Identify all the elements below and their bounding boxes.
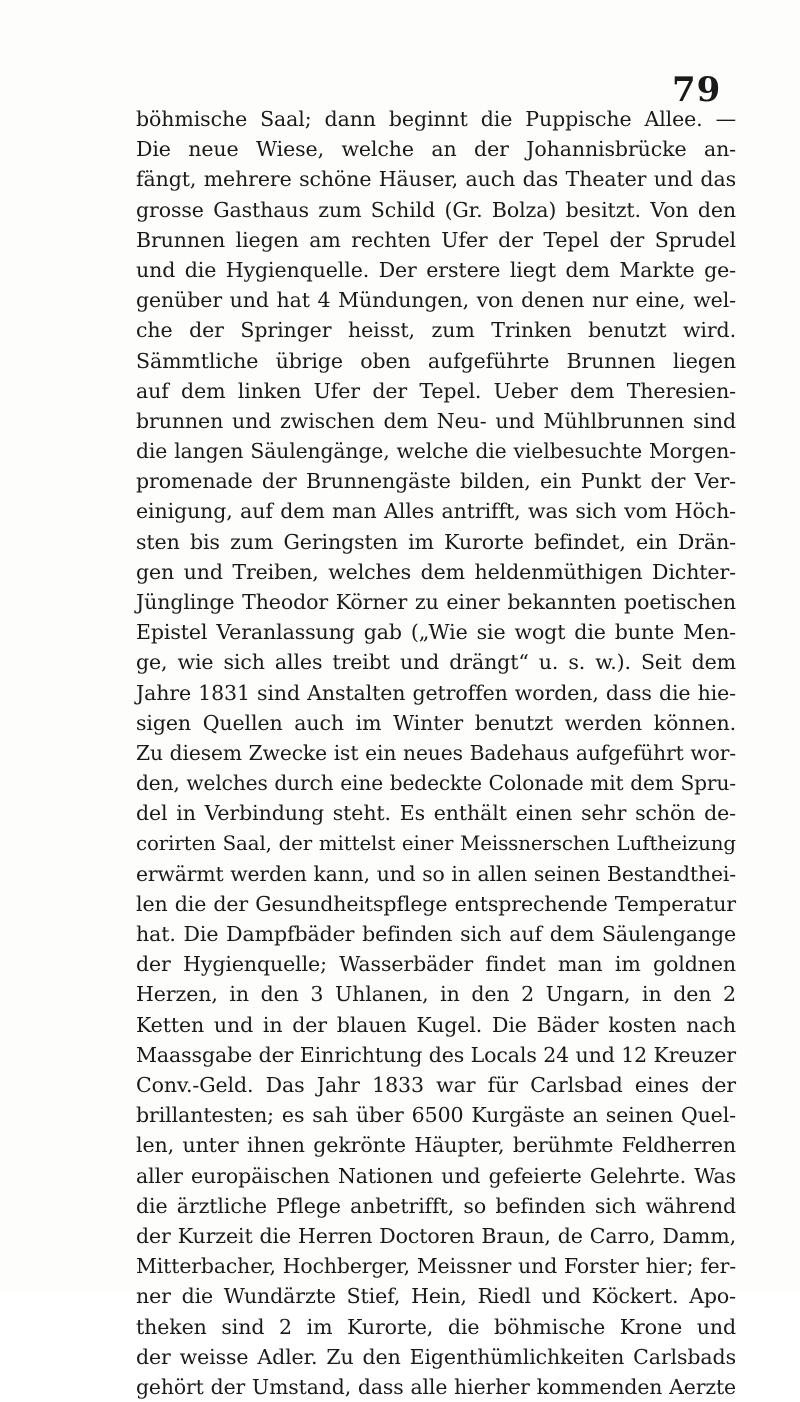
text-line: hat. Die Dampfbäder befinden sich auf dem Säulengange [136,922,736,947]
text-line: sigen Quellen auch im Winter benutzt werden können. [136,710,736,735]
text-line: aller europäischen Nationen und gefeierte Gelehrte. Was [136,1163,736,1188]
text-line: Conv.-Geld. Das Jahr 1833 war für Carlsbad eines der [136,1073,736,1097]
text-line: Jahre 1831 sind Anstalten getroffen worden, dass die hie- [136,680,736,705]
text-line: auf dem linken Ufer der Tepel. Ueber dem Theresien- [136,378,736,403]
text-line: ge, wie sich alles treibt und drängt“ u. s. w.). Seit dem [136,650,736,675]
text-line: brunnen und zwischen dem Neu- und Mühlbrunnen sind [136,408,736,433]
text-line: die ärztliche Pflege anbetrifft, so befinden sich während [136,1193,736,1218]
text-line: erwärmt werden kann, und so in allen seinen Bestandthei- [136,861,736,886]
text-line: Sämmtliche übrige oben aufgeführte Brunnen liegen [136,348,736,373]
text-line: gen und Treiben, welches dem heldenmüthigen Dichter- [136,559,736,584]
text-line: Maassgabe der Einrichtung des Locals 24 und 12 Kreuzer [136,1042,736,1067]
text-line: theken sind 2 im Kurorte, die böhmische Krone und [136,1314,736,1339]
text-line: Mitterbacher, Hochberger, Meissner und Forster hier; fer- [136,1254,736,1279]
text-line: che der Springer heisst, zum Trinken benutzt wird. [136,318,736,343]
text-line: promenade der Brunnengäste bilden, ein Punkt der Ver- [136,469,736,494]
text-line: den, welches durch eine bedeckte Colonade mit dem Spru- [136,771,736,796]
text-line: del in Verbindung steht. Es enthält einen sehr schön de- [136,801,736,826]
text-line: Herzen, in den 3 Uhlanen, in den 2 Ungarn, in den 2 [136,982,736,1007]
text-line: Ketten und in der blauen Kugel. Die Bäder kosten nach [136,1012,736,1037]
text-line: brillantesten; es sah über 6500 Kurgäste an seinen Quel- [136,1103,736,1128]
text-line: Brunnen liegen am rechten Ufer der Tepel der Sprudel [136,227,736,252]
text-line: genüber und hat 4 Mündungen, von denen nur eine, wel- [136,288,736,313]
page-number: 79 [672,70,722,110]
text-line: sten bis zum Geringsten im Kurorte befindet, ein Drän- [136,529,736,554]
text-line: Jünglinge Theodor Körner zu einer bekannten poetischen [136,590,736,614]
text-line: len die der Gesundheitspflege entsprechende Temperatur [136,891,736,916]
text-line: Die neue Wiese, welche an der Johannisbrücke an- [136,137,736,162]
text-line: die langen Säulengänge, welche die vielbesuchte Morgen- [136,439,736,464]
text-line: und die Hygienquelle. Der erstere liegt dem Markte ge- [136,257,736,282]
text-line: einigung, auf dem man Alles antrifft, was sich vom Höch- [136,499,736,524]
text-line: fängt, mehrere schöne Häuser, auch das Theater und das [136,167,736,192]
text-line: böhmische Saal; dann beginnt die Puppische Allee. — [136,107,736,131]
body-text [136,104,736,1402]
text-line: der Hygienquelle; Wasserbäder findet man im goldnen [136,952,736,977]
text-line: gehört der Umstand, dass alle hierher kommenden Aerzte [136,1374,736,1399]
text-line: der Kurzeit die Herren Doctoren Braun, de Carro, Damm, [136,1223,736,1248]
text-line: der weisse Adler. Zu den Eigenthümlichkeiten Carlsbads [136,1344,736,1369]
text-line: corirten Saal, der mittelst einer Meissnerschen Luftheizung [136,831,736,855]
text-line: len, unter ihnen gekrönte Häupter, berühmte Feldherren [136,1133,736,1158]
text-line: Zu diesem Zwecke ist ein neues Badehaus aufgeführt wor- [136,740,736,765]
text-line: Epistel Veranlassung gab („Wie sie wogt die bunte Men- [136,620,736,645]
text-line: grosse Gasthaus zum Schild (Gr. Bolza) besitzt. Von den [136,197,736,222]
text-line: ner die Wundärzte Stief, Hein, Riedl und Köckert. Apo- [136,1284,736,1309]
